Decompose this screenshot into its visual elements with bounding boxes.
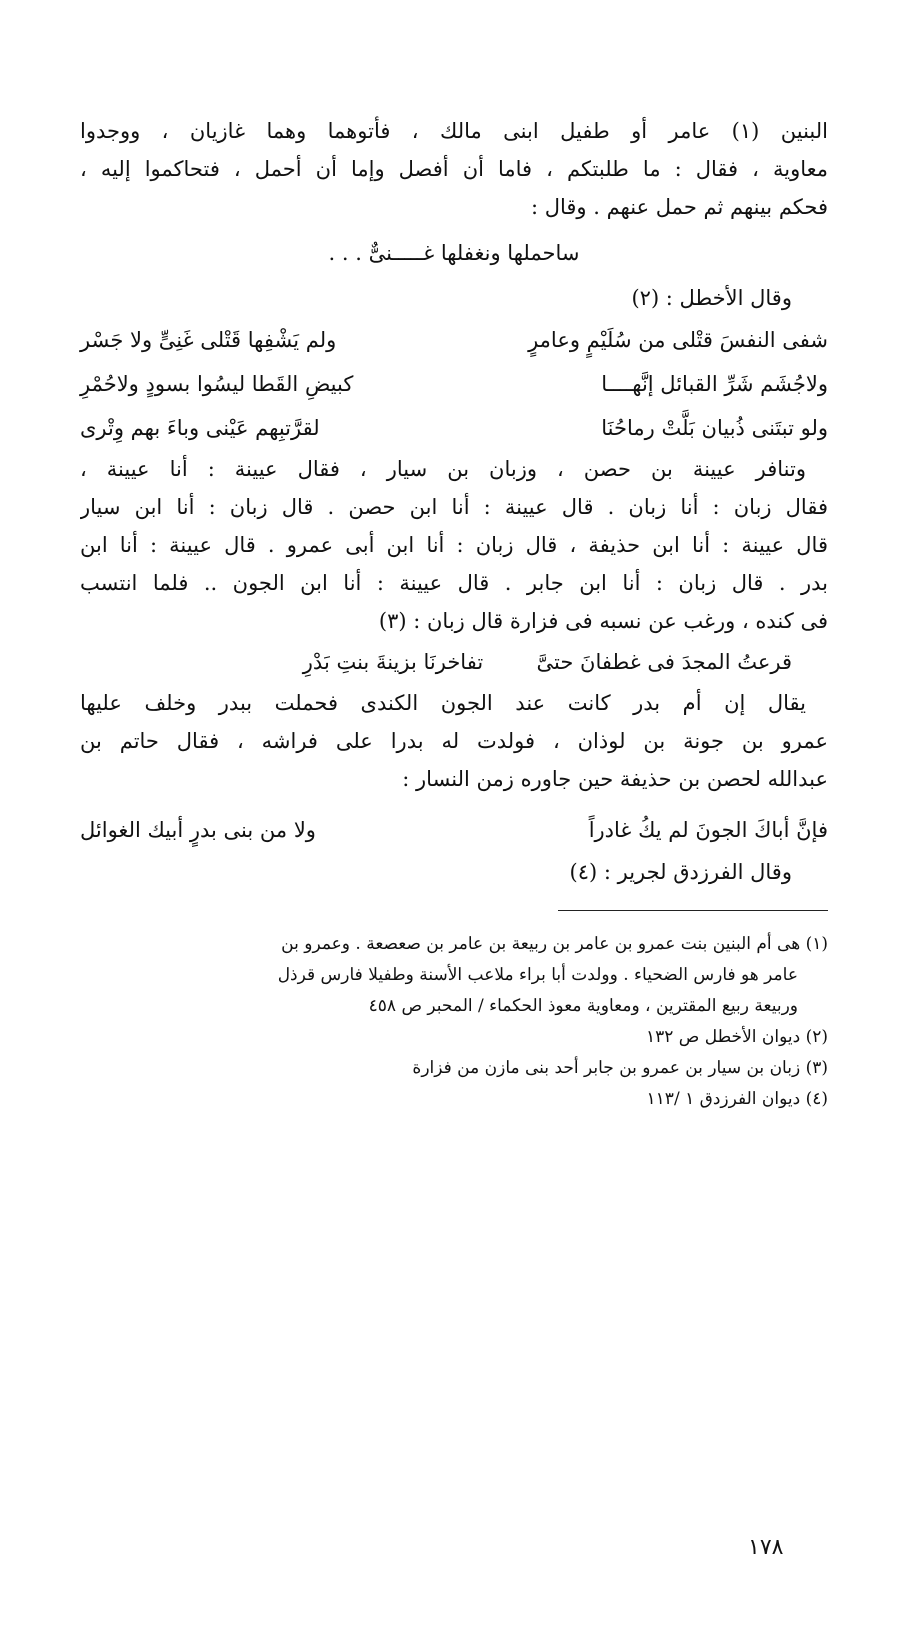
text-line: فقال زبان : أنا زبان . قال عيينة : أنا ابن حصن . قال زبان : أنا ابن سيار	[80, 495, 828, 519]
page-number: ١٧٨	[748, 1535, 784, 1560]
text-line: يقال إن أم بدر كانت عند الجون الكندى فحملت ببدر وخلف عليها	[80, 691, 806, 715]
text-line: عبدالله لحصن بن حذيفة حين جاوره زمن النسار :	[402, 767, 828, 791]
text-line: وتنافر عيينة بن حصن ، وزبان بن سيار ، فقال عيينة : أنا عيينة ،	[80, 457, 806, 481]
text-line: فى كنده ، ورغب عن نسبه فى فزارة قال زبان : (٣)	[378, 609, 828, 633]
verse-line	[80, 406, 828, 450]
footnote-3: (٣) زبان بن سيار بن عمرو بن جابر أحد بنى مازن من فزارة	[412, 1058, 828, 1078]
text-line: عمرو بن جونة بن لوذان ، فولدت له بدرا على فراشه ، فقال حاتم بن	[80, 729, 828, 753]
quote-heading-akhtal: وقال الأخطل : (٢)	[631, 286, 792, 310]
text-line: قال عيينة : أنا ابن حذيفة ، قال زبان : أنا ابن أبى عمرو . قال عيينة : أنا ابن	[80, 533, 828, 557]
paragraph-3	[80, 684, 828, 798]
quote-heading-farazdaq: وقال الفرزدق لجرير : (٤)	[569, 860, 792, 884]
verse-hemistich-right: فإنَّ أباكَ الجونَ لم يكُ غادراً	[588, 818, 828, 842]
verse-hemistich-right: شفى النفسَ قتْلى من سُلَيْمٍ وعامرٍ	[528, 328, 828, 352]
footnote-divider	[558, 910, 828, 911]
verse-hemistich-right: ولاجُشَم شَرِّ القبائل إنَّهــــا	[601, 372, 828, 396]
verse-hemistich-right: ولو تبتَنى ذُبيان بَلَّتْ رماحُنَا	[601, 416, 828, 440]
footnote-1-continued: وربيعة ربيع المقترين ، ومعاوية معوذ الحكماء / المحبر ص ٤٥٨	[368, 996, 798, 1016]
verse-fragment: ساحملها ونغفلها غـــــنىٌّ . . .	[328, 241, 580, 265]
verse-hemistich-left: ولا من بنى بدرٍ أبيك الغوائل	[80, 818, 316, 842]
footnote-2: (٢) ديوان الأخطل ص ١٣٢	[645, 1027, 828, 1047]
footnote-4: (٤) ديوان الفرزدق ١ /١١٣	[646, 1089, 828, 1109]
paragraph-1	[80, 112, 828, 226]
verse-hemistich-right: قرعتُ المجدَ فى غطفانَ حتىَّ	[536, 650, 792, 674]
verse-line	[80, 362, 828, 406]
footnotes	[80, 929, 828, 1115]
verse-hemistich-left: تفاخرنَا بزينةَ بنتِ بَدْرِ	[302, 650, 484, 674]
footnote-1: (١) هى أم البنين بنت عمرو بن عامر بن ربيعة بن عامر بن صعصعة . وعمرو بن	[281, 934, 828, 954]
text-line: معاوية ، فقال : ما طلبتكم ، فاما أن أفصل وإما أن أحمل ، فتحاكموا إليه ،	[80, 157, 828, 181]
paragraph-2	[80, 450, 828, 640]
text-line: بدر . قال زبان : أنا ابن جابر . قال عيينة : أنا ابن الجون .. فلما انتسب	[80, 571, 828, 595]
verse-line-farazdaq-clan	[80, 640, 828, 684]
verse-hemistich-left: ولم يَشْفِها قَتْلى غَنِىٍّ ولا جَسْر	[80, 328, 337, 352]
verse-line	[80, 318, 828, 362]
verse-hemistich-left: كبيضِ القَطا ليسُوا بسودٍ ولاحُمْرِ	[80, 372, 354, 396]
verse-hemistich-left: لقرَّتبِهم عَيْنى وباءَ بهم وِتْرى	[80, 416, 320, 440]
page-body	[80, 112, 828, 1115]
text-line: البنين (١) عامر أو طفيل ابنى مالك ، فأتوهما وهما غازيان ، ووجدوا	[80, 119, 828, 143]
text-line: فحكم بينهم ثم حمل عنهم . وقال :	[530, 195, 828, 219]
verse-line-hatim	[80, 808, 828, 852]
footnote-1-continued: عامر هو فارس الضحياء . وولدت أبا براء ملاعب الأسنة وطفيلا فارس قرذل	[277, 965, 798, 985]
poem-akhtal	[80, 318, 828, 450]
